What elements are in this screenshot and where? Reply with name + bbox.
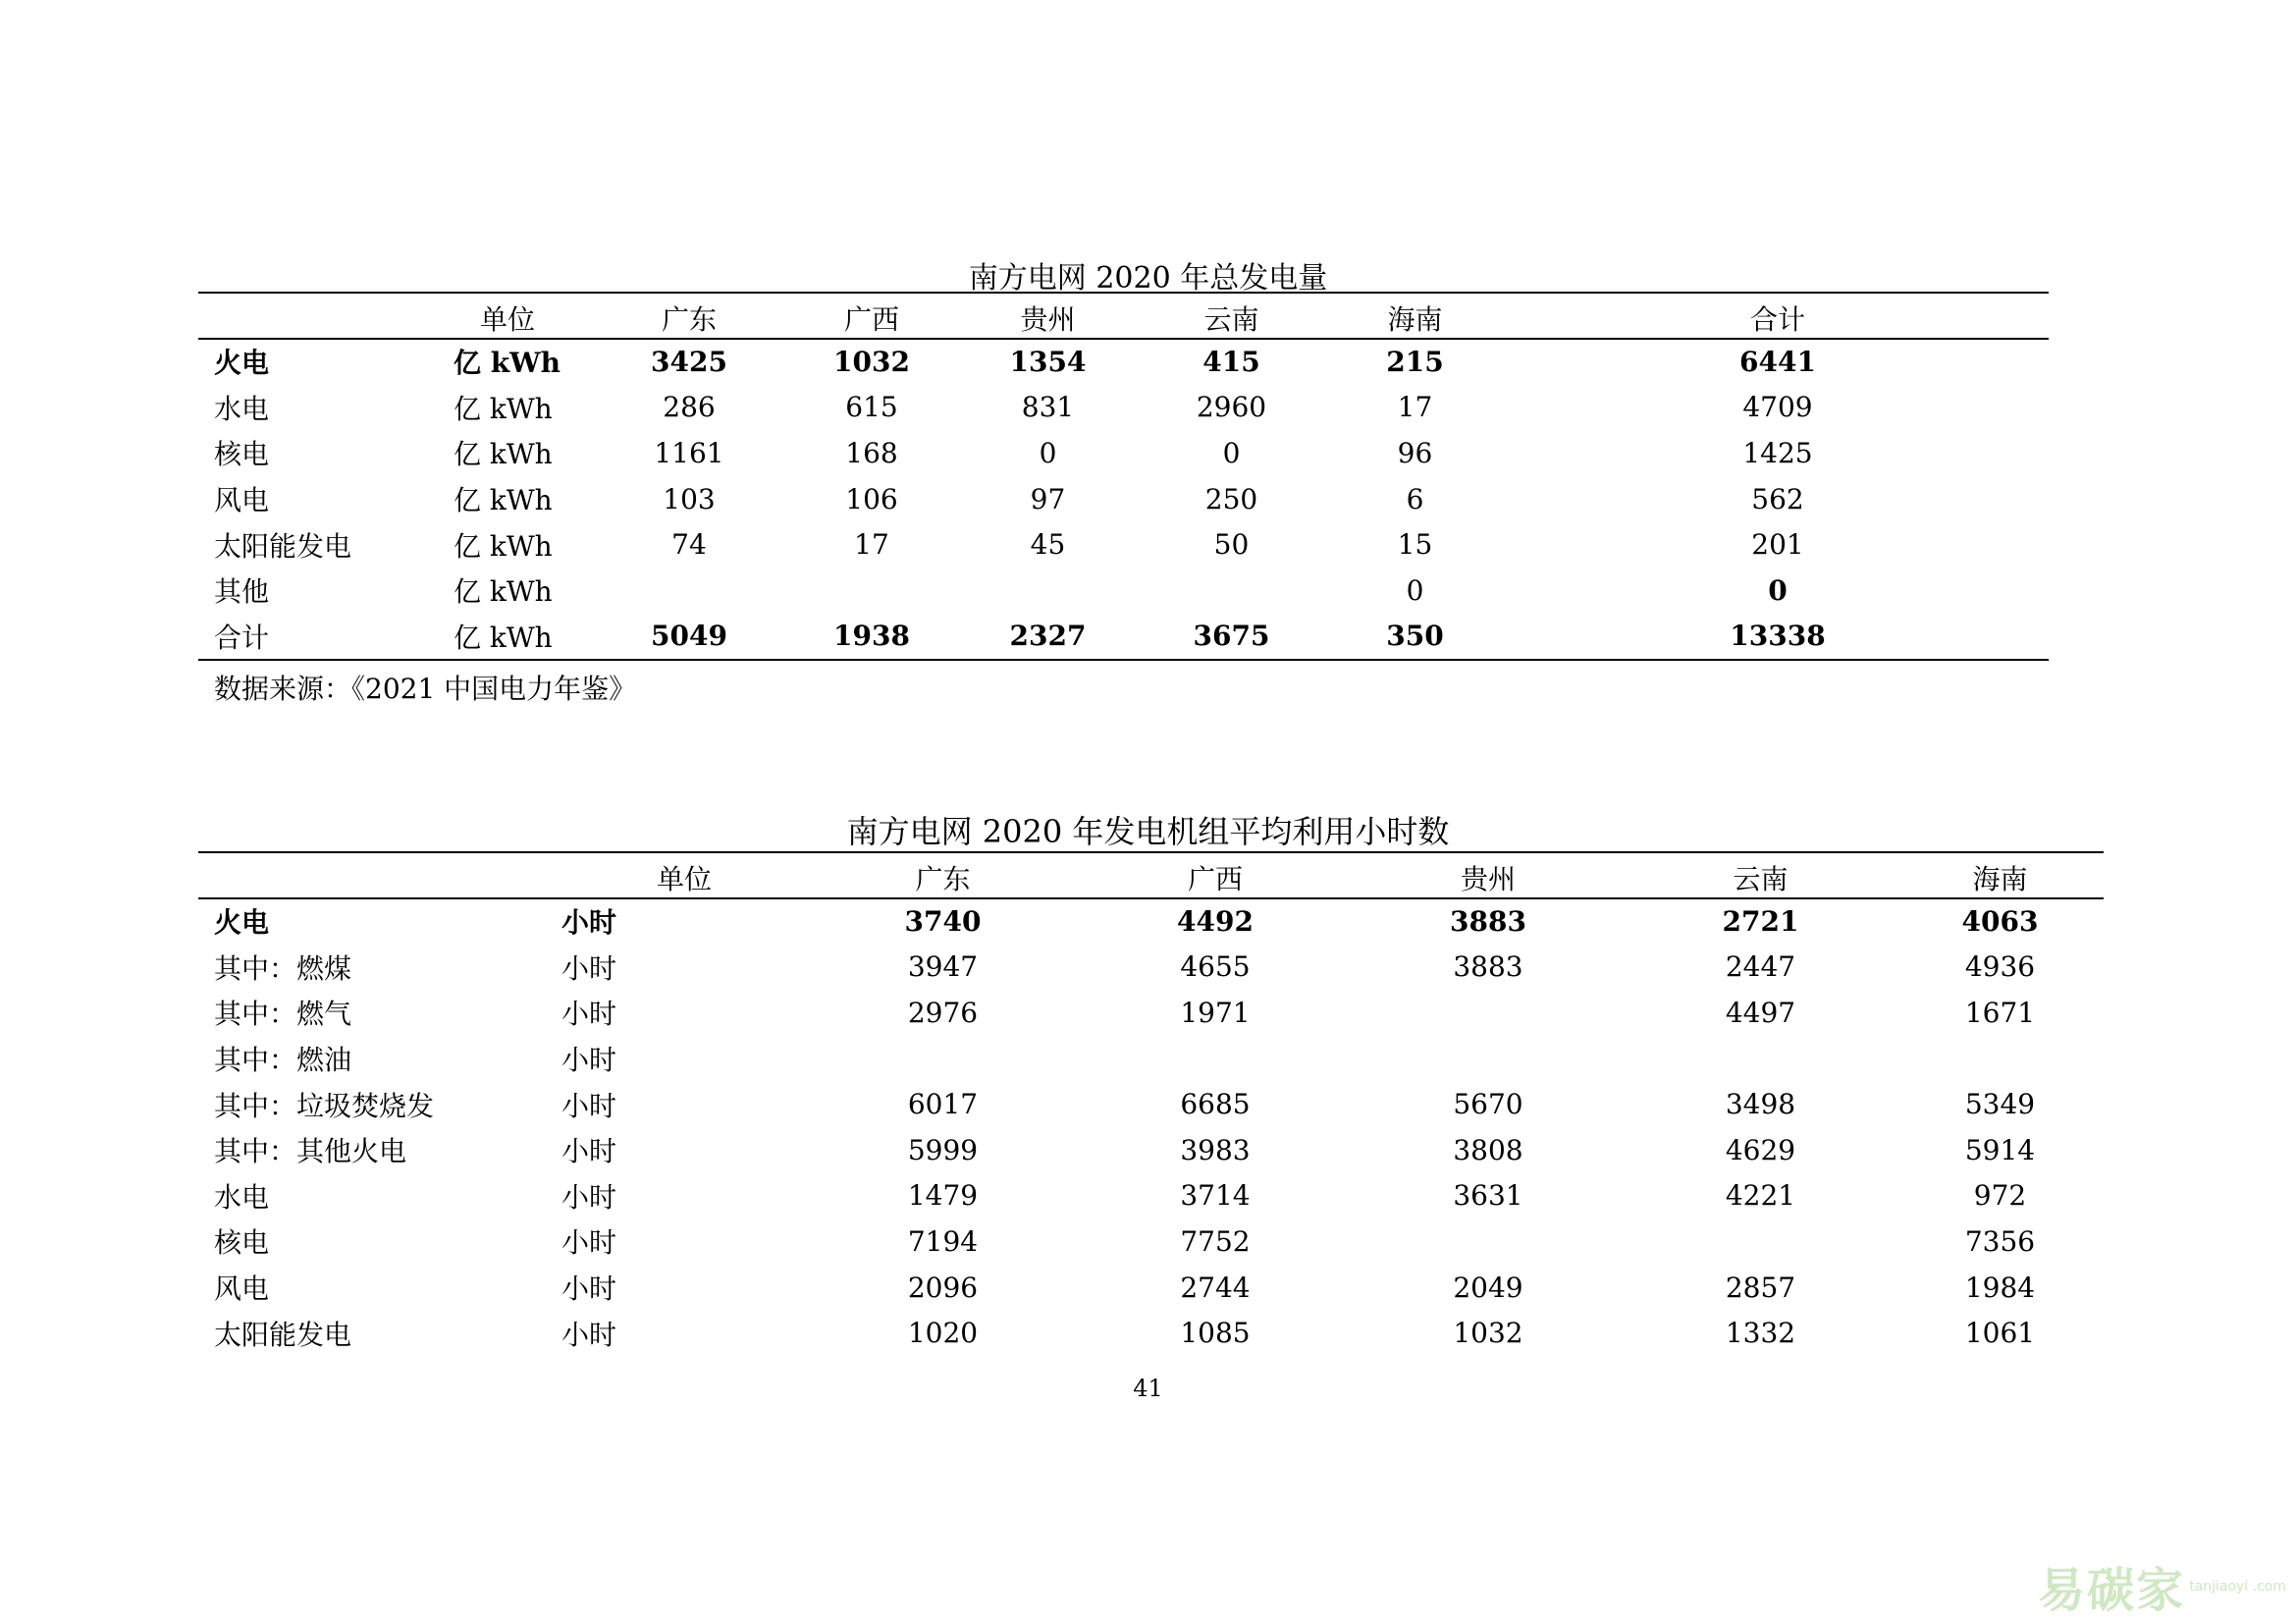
value-cell: 7752: [1180, 1224, 1251, 1258]
column-header: 广西: [1187, 863, 1243, 895]
value-cell: [807, 1036, 1079, 1082]
value-cell: 1085: [1180, 1317, 1251, 1350]
table-row: [198, 1310, 2104, 1356]
value-cell: 4221: [1725, 1179, 1796, 1213]
value-cell: [591, 568, 787, 614]
value-cell: 1032: [833, 345, 910, 378]
row-label: 合计: [214, 621, 270, 654]
value-cell: 1032: [1453, 1317, 1523, 1350]
table-row: [198, 385, 2049, 431]
row-label: 核电: [214, 1226, 270, 1260]
unit-cell: 亿 kWh: [454, 347, 561, 380]
value-cell: 6685: [1180, 1088, 1251, 1121]
value-cell: [1352, 1036, 1625, 1082]
column-header: 云南: [1203, 303, 1259, 336]
value-cell: 3983: [1180, 1133, 1251, 1166]
table1: [198, 298, 2049, 659]
unit-cell: 小时: [561, 998, 617, 1031]
value-cell: 7356: [1964, 1224, 2036, 1258]
value-cell: 1984: [1964, 1271, 2036, 1304]
unit-cell: 小时: [561, 906, 617, 940]
value-cell: 1332: [1725, 1317, 1796, 1350]
unit-cell: 小时: [561, 1044, 617, 1077]
value-cell: 286: [663, 391, 716, 424]
value-cell: 415: [1202, 345, 1260, 378]
value-cell: [1625, 1218, 1896, 1265]
total-cell: 201: [1751, 528, 1804, 562]
unit-cell: 亿 kWh: [454, 438, 553, 471]
value-cell: [787, 568, 956, 614]
table-row: [198, 1265, 2104, 1311]
value-cell: [1896, 1036, 2104, 1082]
value-cell: 1061: [1964, 1317, 2036, 1350]
row-label: 其中：垃圾焚烧发: [214, 1089, 435, 1122]
row-label: 风电: [214, 484, 270, 517]
value-cell: 4492: [1177, 904, 1254, 938]
value-cell: 3498: [1725, 1088, 1796, 1121]
unit-cell: 小时: [561, 1089, 617, 1122]
column-header: [198, 857, 561, 898]
value-cell: 50: [1213, 528, 1250, 562]
value-cell: 6017: [907, 1088, 979, 1121]
column-header: 广东: [661, 303, 717, 336]
value-cell: 106: [845, 482, 898, 515]
column-header: 云南: [1733, 863, 1789, 895]
column-header: 广东: [915, 863, 971, 895]
table-row: [198, 476, 2049, 522]
unit-cell: 小时: [561, 1272, 617, 1306]
value-cell: [1352, 990, 1625, 1036]
value-cell: 3947: [907, 950, 979, 984]
value-cell: 2327: [1009, 620, 1087, 653]
row-label: 火电: [214, 906, 270, 940]
total-cell: 4709: [1742, 391, 1813, 424]
table-row: [198, 1127, 2104, 1173]
value-cell: 5914: [1964, 1133, 2036, 1166]
unit-cell: 亿 kWh: [454, 392, 553, 425]
column-header: 贵州: [1460, 863, 1516, 895]
unit-cell: 亿 kWh: [454, 484, 553, 517]
table-row: [198, 1036, 2104, 1082]
value-cell: 74: [671, 528, 707, 562]
column-header: 广西: [843, 303, 899, 336]
unit-cell: 小时: [561, 1226, 617, 1260]
value-cell: 1161: [654, 436, 724, 469]
row-label: 其中：燃油: [214, 1044, 352, 1077]
value-cell: 1938: [833, 620, 910, 653]
total-cell: 1425: [1742, 436, 1813, 469]
value-cell: 250: [1204, 482, 1258, 515]
table2-top-rule: [198, 851, 2104, 853]
value-cell: 0: [1222, 436, 1241, 469]
table1-top-rule: [198, 292, 2049, 294]
column-header: 贵州: [1020, 303, 1076, 336]
table-row: [198, 521, 2049, 568]
value-cell: 15: [1397, 528, 1433, 562]
header-row: [198, 857, 2104, 898]
row-label: 核电: [214, 438, 270, 471]
row-label: 其中：燃气: [214, 998, 352, 1031]
unit-cell: 小时: [561, 1180, 617, 1214]
value-cell: 3740: [904, 904, 982, 938]
value-cell: 97: [1030, 482, 1066, 515]
watermark-domain: tanjiaoyi .com: [2189, 1578, 2286, 1595]
value-cell: 2049: [1453, 1271, 1523, 1304]
table1-source-note: 数据来源：《2021 中国电力年鉴》: [214, 673, 637, 705]
row-label: 水电: [214, 1180, 270, 1214]
value-cell: 6: [1406, 482, 1424, 515]
value-cell: 5670: [1453, 1088, 1523, 1121]
column-header: 单位: [656, 863, 712, 895]
table2: [198, 857, 2104, 1356]
value-cell: 7194: [907, 1224, 979, 1258]
value-cell: 2721: [1722, 904, 1799, 938]
value-cell: 2857: [1725, 1271, 1796, 1304]
column-header: [198, 298, 424, 339]
table-row: [198, 945, 2104, 991]
unit-cell: 亿 kWh: [454, 575, 553, 609]
table1-bottom-rule: [198, 659, 2049, 661]
value-cell: [1352, 1218, 1625, 1265]
value-cell: 2960: [1196, 391, 1267, 424]
value-cell: 3675: [1193, 620, 1270, 653]
value-cell: [1625, 1036, 1896, 1082]
value-cell: 4497: [1725, 996, 1796, 1029]
row-label: 其中：其他火电: [214, 1135, 407, 1168]
table1-title: 南方电网 2020 年总发电量: [968, 261, 1328, 296]
value-cell: 0: [1039, 436, 1057, 469]
unit-cell: 小时: [561, 951, 617, 985]
total-cell: 562: [1751, 482, 1804, 515]
value-cell: 4936: [1964, 950, 2036, 984]
unit-cell: 亿 kWh: [454, 529, 553, 563]
value-cell: 831: [1021, 391, 1075, 424]
row-label: 火电: [214, 347, 270, 380]
table-row: [198, 614, 2049, 660]
value-cell: 45: [1030, 528, 1066, 562]
value-cell: 103: [663, 482, 716, 515]
watermark-logo: [2038, 1552, 2286, 1620]
value-cell: 168: [845, 436, 898, 469]
total-cell: 6441: [1739, 345, 1816, 378]
header-row: [198, 298, 2049, 339]
value-cell: 3883: [1450, 904, 1526, 938]
value-cell: 3808: [1453, 1133, 1523, 1166]
row-label: 其中：燃煤: [214, 951, 352, 985]
watermark-text: 易碳家: [2038, 1563, 2186, 1618]
column-header: 单位: [479, 303, 535, 336]
value-cell: [956, 568, 1140, 614]
value-cell: 215: [1386, 345, 1444, 378]
value-cell: 3631: [1453, 1179, 1523, 1213]
value-cell: 1354: [1009, 345, 1087, 378]
value-cell: 4655: [1180, 950, 1251, 984]
total-cell: 13338: [1730, 620, 1826, 653]
value-cell: 1479: [907, 1179, 979, 1213]
table-row: [198, 898, 2104, 945]
page-number: 41: [1133, 1375, 1163, 1402]
unit-cell: 亿 kWh: [454, 621, 553, 654]
row-label: 太阳能发电: [214, 1318, 352, 1351]
total-cell: 0: [1768, 573, 1788, 607]
unit-cell: 小时: [561, 1318, 617, 1351]
value-cell: 5349: [1964, 1088, 2036, 1121]
value-cell: 4063: [1961, 904, 2039, 938]
table-row: [198, 568, 2049, 614]
row-label: 风电: [214, 1272, 270, 1306]
column-header: 合计: [1749, 303, 1805, 336]
value-cell: 1671: [1964, 996, 2036, 1029]
value-cell: 5049: [651, 620, 727, 653]
value-cell: 615: [845, 391, 898, 424]
table-row: [198, 990, 2104, 1036]
table-row: [198, 1218, 2104, 1265]
value-cell: 3883: [1453, 950, 1523, 984]
value-cell: 3714: [1180, 1179, 1251, 1213]
value-cell: 1971: [1180, 996, 1251, 1029]
value-cell: 350: [1386, 620, 1444, 653]
value-cell: [1140, 568, 1323, 614]
column-header: 海南: [1972, 863, 2028, 895]
value-cell: 2976: [907, 996, 979, 1029]
table-row: [198, 1081, 2104, 1127]
table-row: [198, 339, 2049, 385]
value-cell: 4629: [1725, 1133, 1796, 1166]
column-header: 海南: [1387, 303, 1443, 336]
row-label: 水电: [214, 392, 270, 425]
value-cell: 3425: [651, 345, 727, 378]
value-cell: 2447: [1725, 950, 1796, 984]
value-cell: 972: [1973, 1179, 2027, 1213]
value-cell: 17: [1397, 391, 1433, 424]
value-cell: 2744: [1180, 1271, 1251, 1304]
value-cell: 0: [1406, 573, 1424, 607]
row-label: 太阳能发电: [214, 529, 352, 563]
table-row: [198, 430, 2049, 476]
value-cell: 1020: [907, 1317, 979, 1350]
table-row: [198, 1173, 2104, 1219]
table2-title: 南方电网 2020 年发电机组平均利用小时数: [846, 813, 1450, 850]
value-cell: 17: [854, 528, 889, 562]
value-cell: 2096: [907, 1271, 979, 1304]
row-label: 其他: [214, 575, 270, 609]
unit-cell: 小时: [561, 1135, 617, 1168]
value-cell: 96: [1397, 436, 1433, 469]
value-cell: 5999: [907, 1133, 979, 1166]
value-cell: [1079, 1036, 1352, 1082]
